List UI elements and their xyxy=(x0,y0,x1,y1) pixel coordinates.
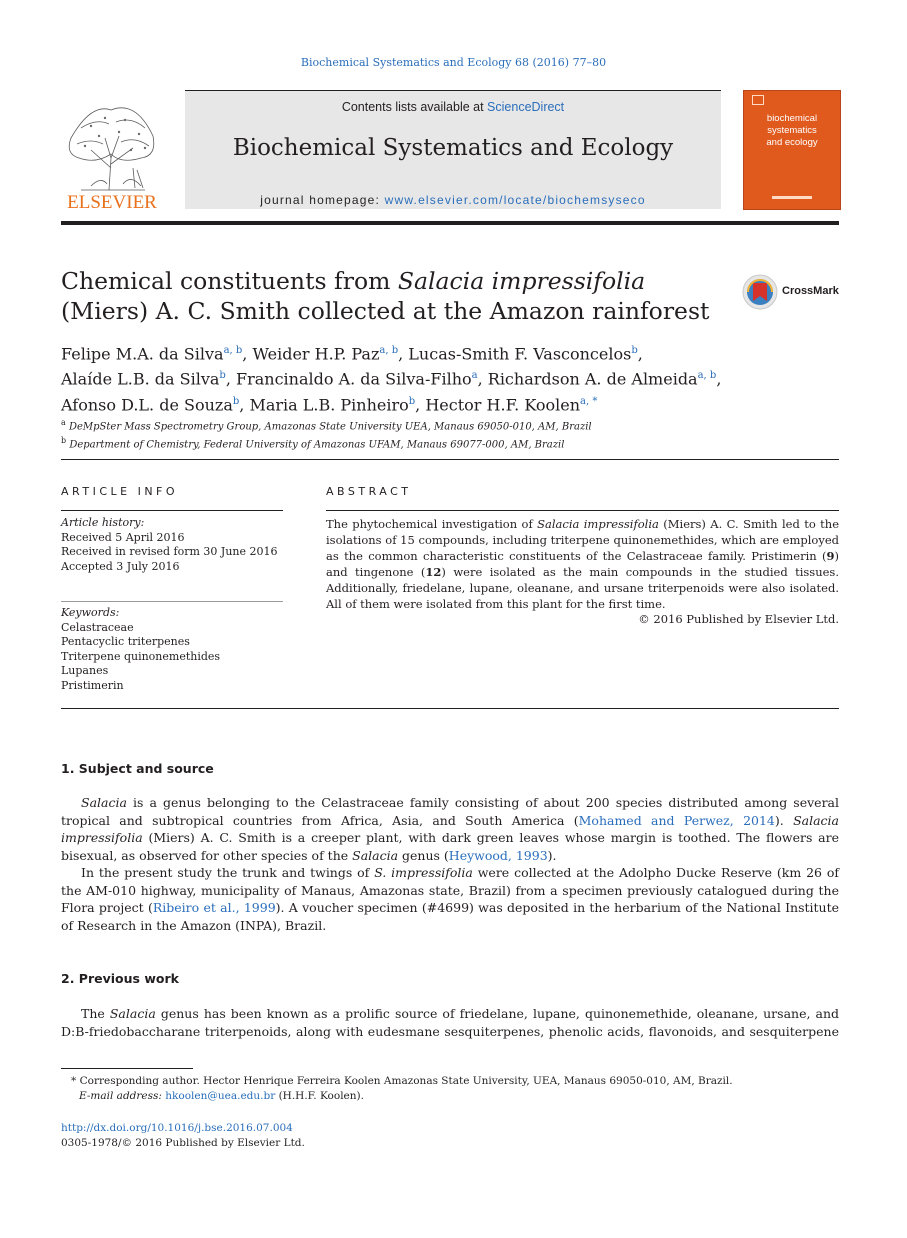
affiliation-mark: a xyxy=(61,418,66,427)
journal-cover-thumbnail[interactable] xyxy=(743,90,841,210)
citation-link[interactable]: Mohamed and Perwez, 2014 xyxy=(578,812,775,828)
affiliation xyxy=(61,416,841,434)
author-separator: , xyxy=(398,344,409,364)
author-separator: , xyxy=(239,394,250,414)
author-separator: , xyxy=(477,369,488,389)
divider xyxy=(61,459,839,460)
paragraph xyxy=(61,794,839,864)
corresponding-author-note xyxy=(61,1074,839,1089)
author-separator: , xyxy=(225,369,236,389)
author[interactable]: Felipe M.A. da Silva xyxy=(61,344,224,364)
email-note xyxy=(61,1089,839,1104)
author[interactable]: Lucas-Smith F. Vasconcelos xyxy=(408,344,632,364)
article-history xyxy=(61,516,283,574)
abstract-copyright: © 2016 Published by Elsevier Ltd. xyxy=(638,612,839,626)
author[interactable]: Maria L.B. Pinheiro xyxy=(249,394,409,414)
section-heading: 2. Previous work xyxy=(61,971,179,986)
text-run: ). xyxy=(547,847,557,863)
author-affil-mark[interactable]: a, b xyxy=(223,345,243,356)
author-affil-mark[interactable]: a xyxy=(471,370,478,382)
compound-number: 9 xyxy=(826,549,835,563)
affiliation-text: Department of Chemistry, Federal University of Amazonas UFAM, Manaus 69077-000, AM, Brazil xyxy=(69,439,565,451)
author[interactable]: Francinaldo A. da Silva-Filho xyxy=(235,369,472,389)
author-affil-mark[interactable]: b xyxy=(219,370,226,382)
author[interactable]: Afonso D.L. de Souza xyxy=(61,394,233,414)
section-heading: 1. Subject and source xyxy=(61,761,214,776)
paragraph xyxy=(61,864,839,934)
keywords xyxy=(61,606,283,693)
cover-line: systematics xyxy=(767,125,817,136)
author[interactable]: Alaíde L.B. da Silva xyxy=(61,369,220,389)
keyword: Pristimerin xyxy=(61,678,124,692)
elsevier-wordmark: ELSEVIER xyxy=(67,192,157,213)
author-separator: , xyxy=(242,344,253,364)
email-label: E-mail address: xyxy=(79,1090,166,1102)
text-italic: Salacia impressifolia xyxy=(61,812,839,846)
keyword: Celastraceae xyxy=(61,620,134,634)
author[interactable]: Weider H.P. Paz xyxy=(252,344,380,364)
title-part: Chemical constituents from xyxy=(61,267,398,295)
keyword: Triterpene quinonemethides xyxy=(61,649,221,663)
compound-number: 12 xyxy=(425,565,442,579)
title-part: (Miers) A. C. Smith collected at the Amazon rainforest xyxy=(61,297,710,325)
journal-header xyxy=(61,90,839,220)
abstract-run: The phytochemical investigation of xyxy=(326,517,538,531)
doi-link[interactable]: http://dx.doi.org/10.1016/j.bse.2016.07.004 xyxy=(61,1122,293,1134)
author[interactable]: Richardson A. de Almeida xyxy=(487,369,698,389)
author-list xyxy=(61,340,841,416)
footnote xyxy=(61,1074,839,1104)
affiliation xyxy=(61,434,841,452)
journal-reference[interactable]: Biochemical Systematics and Ecology 68 (2016) 77–80 xyxy=(300,56,607,69)
cover-line: biochemical xyxy=(766,113,818,124)
author-affil-mark[interactable]: a, * xyxy=(580,395,598,407)
contents-prefix: Contents lists available at xyxy=(341,100,488,114)
divider xyxy=(61,510,283,511)
history-item: Accepted 3 July 2016 xyxy=(61,559,180,573)
homepage-link[interactable]: www.elsevier.com/locate/biochemsyseco xyxy=(384,193,646,207)
crossmark-label: CrossMark xyxy=(782,285,839,297)
text-run: genus ( xyxy=(398,847,449,863)
citation-link[interactable]: Heywood, 1993 xyxy=(448,847,548,863)
history-label: Article history: xyxy=(61,516,145,529)
issn-line: 0305-1978/© 2016 Published by Elsevier Ltd. xyxy=(61,1137,305,1149)
keyword: Pentacyclic triterpenes xyxy=(61,635,190,648)
text-run: genus has been known as a prolific source of friedelane, lupane, quinonemethide, oleanane, ursane, and D:B-friedobaccharane triterpenoids, along with eudesmane sesquiterpenes, phenolic acids, flavonoids, and sesquiterpene xyxy=(61,1006,840,1039)
affiliations xyxy=(61,416,841,453)
journal-banner xyxy=(185,90,721,209)
keywords-label: Keywords: xyxy=(61,606,120,619)
article-info-heading: ARTICLE INFO xyxy=(61,485,179,498)
footnote-text: (H.H.F. Koolen). xyxy=(275,1090,364,1102)
text-italic: S. impressifolia xyxy=(374,865,473,880)
divider xyxy=(61,708,839,709)
text-run: In the present study the trunk and twings of xyxy=(81,865,375,880)
footnote-divider xyxy=(61,1068,193,1069)
abstract-heading: ABSTRACT xyxy=(326,485,412,498)
header-divider xyxy=(61,221,839,225)
author-affil-mark[interactable]: b xyxy=(408,395,416,407)
homepage-label: journal homepage: xyxy=(260,193,385,207)
contents-line xyxy=(185,100,721,114)
text-run: ). A voucher specimen (#4699) was deposited in the herbarium of the National Institute of Research in the Amazon (INPA), Brazil. xyxy=(61,900,840,933)
cover-logo-icon xyxy=(752,95,764,105)
author-separator: , xyxy=(415,394,426,414)
footnote-mark: * xyxy=(71,1075,77,1087)
abstract-run: ) were isolated as the main compounds in the studied tissues. Additionally, friedelane, lupane, oleanane, and ursane triterpenoids were also isolated. All of them were isolated from this plant for the first time. xyxy=(326,565,839,611)
author-separator: , xyxy=(637,344,643,364)
citation-link[interactable]: Ribeiro et al., 1999 xyxy=(152,900,276,916)
title-species: Salacia impressifolia xyxy=(397,267,646,295)
affiliation-mark: b xyxy=(61,436,67,446)
author-affil-mark[interactable]: b xyxy=(232,395,240,407)
article-title xyxy=(61,266,721,326)
footnote-text: Corresponding author. Hector Henrique Ferreira Koolen Amazonas State University, UEA, Manaus 69050-010, AM, Brazil. xyxy=(76,1075,733,1087)
paragraph xyxy=(61,1005,839,1040)
history-item: Received in revised form 30 June 2016 xyxy=(61,545,278,558)
affiliation-text: DeMpSter Mass Spectrometry Group, Amazonas State University UEA, Manaus 69050-010, AM, Brazil xyxy=(68,421,592,433)
abstract-species: Salacia impressifolia xyxy=(537,517,659,531)
email-link[interactable]: hkoolen@uea.edu.br xyxy=(165,1090,276,1102)
history-item: Received 5 April 2016 xyxy=(61,530,185,544)
homepage-line xyxy=(185,193,721,207)
abstract-run: ) and tingenone ( xyxy=(326,549,839,579)
journal-title: Biochemical Systematics and Ecology xyxy=(232,135,674,161)
cover-footer-mark xyxy=(772,196,812,199)
crossmark-badge[interactable] xyxy=(742,274,842,310)
author-affil-mark[interactable]: a, b xyxy=(379,345,399,356)
divider xyxy=(61,601,283,602)
cover-line: and ecology xyxy=(766,137,818,148)
text-run: ). xyxy=(774,812,794,828)
abstract-text xyxy=(326,516,839,612)
author-affil-mark[interactable]: a, b xyxy=(697,370,717,382)
keyword: Lupanes xyxy=(61,664,109,677)
author[interactable]: Hector H.F. Koolen xyxy=(425,394,581,414)
abstract-run: (Miers) A. C. Smith led to the isolations of 15 compounds, including triterpene quinonemethides, which are employed as the common characteristic constituents of the Celastraceae family. Pristimerin ( xyxy=(326,517,839,563)
author-separator: , xyxy=(716,369,722,389)
text-run: The xyxy=(81,1006,110,1021)
author-affil-mark[interactable]: b xyxy=(631,345,638,356)
divider xyxy=(326,510,839,511)
text-italic: Salacia xyxy=(352,847,399,863)
text-run: is a genus belonging to the Celastraceae family consisting of about 200 species distributed among several tropical and subtropical countries from Africa, Asia, and South America ( xyxy=(61,795,839,828)
sciencedirect-link[interactable]: ScienceDirect xyxy=(487,100,565,114)
text-run: (Miers) A. C. Smith is a creeper plant, with dark green leaves whose margin is toothed. The flowers are bisexual, as observed for other species of the xyxy=(61,830,839,863)
text-italic: Salacia xyxy=(109,1006,156,1021)
text-run: were collected at the Adolpho Ducke Reserve (km 26 of the AM-010 highway, municipality of Manaus, Amazonas state, Brazil) from a specimen previously catalogued during the Flora project ( xyxy=(61,865,840,916)
cover-title xyxy=(744,113,840,149)
crossmark-icon xyxy=(742,274,778,310)
doi-block xyxy=(61,1121,305,1151)
text-italic: Salacia xyxy=(81,795,127,810)
